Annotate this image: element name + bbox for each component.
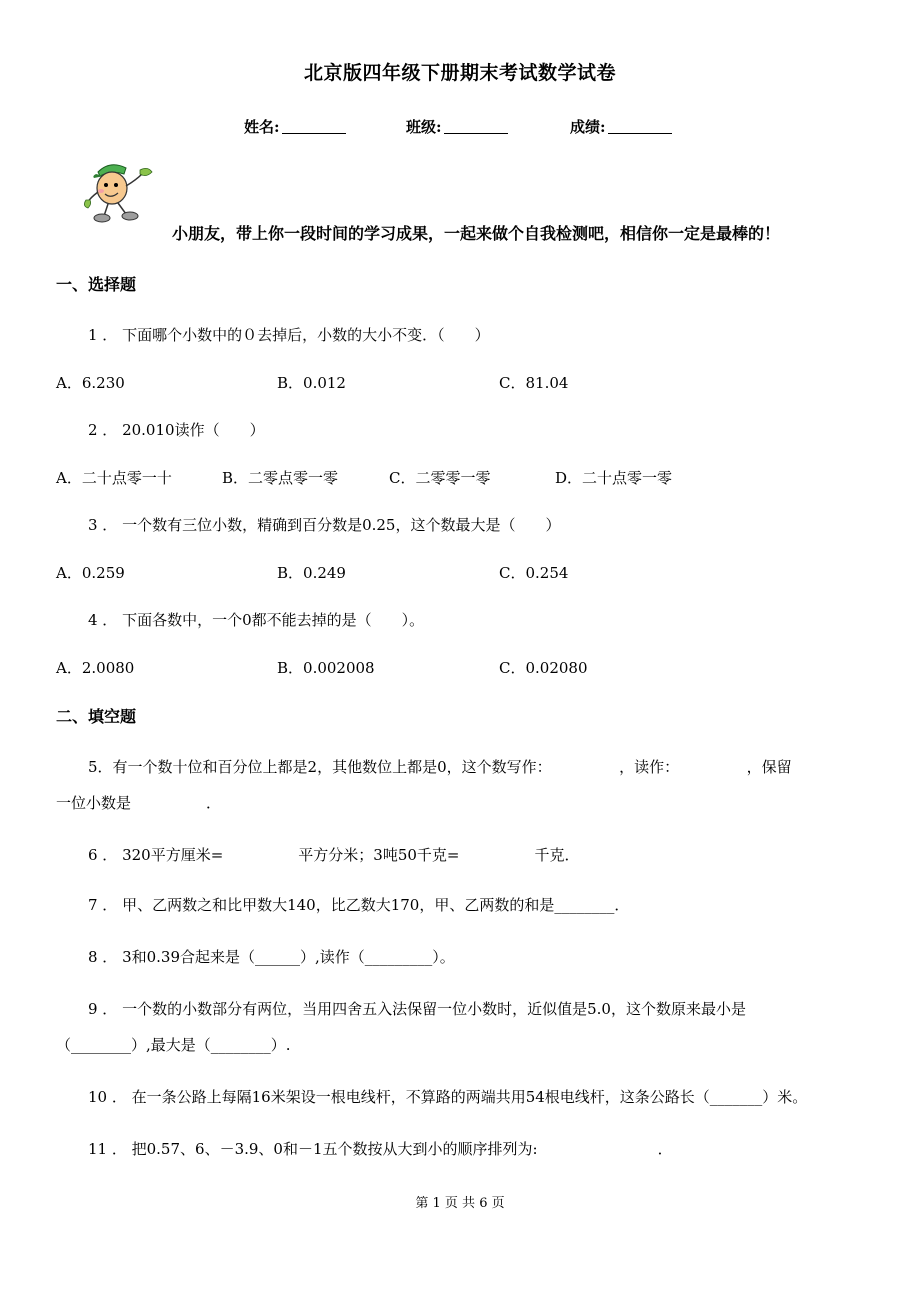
section-choice-heading: 一、选择题 [56, 275, 137, 294]
question-3: 3 ． 一个数有三位小数，精确到百分数是0.25，这个数最大是（ ） [88, 516, 561, 534]
q1-option-c[interactable]: C．81.04 [499, 374, 569, 392]
question-4: 4 ． 下面各数中，一个0都不能去掉的是（ ）。 [88, 611, 425, 629]
q4-option-b[interactable]: B．0.002008 [277, 659, 375, 677]
q3-option-c[interactable]: C．0.254 [499, 564, 569, 582]
q1-option-a[interactable]: A．6.230 [56, 374, 125, 392]
q2-option-c[interactable]: C．二零零一零 [389, 469, 491, 487]
question-1: 1 ． 下面哪个小数中的０去掉后，小数的大小不变．（ ） [88, 326, 490, 344]
q2-option-b[interactable]: B．二零点零一零 [222, 469, 339, 487]
score-label: 成绩: [570, 118, 606, 136]
q3-option-a[interactable]: A．0.259 [56, 564, 125, 582]
mascot-image [82, 158, 162, 228]
mascot-icon [82, 158, 162, 228]
q1-option-b[interactable]: B．0.012 [277, 374, 346, 392]
question-9-line1: 9 ． 一个数的小数部分有两位，当用四舍五入法保留一位小数时，近似值是5.0，这个数原来最小是 [88, 1000, 746, 1018]
intro-text: 小朋友，带上你一段时间的学习成果，一起来做个自我检测吧，相信你一定是最棒的！ [172, 224, 781, 243]
name-blank[interactable] [282, 119, 346, 134]
page-title: 北京版四年级下册期末考试数学试卷 [303, 62, 616, 84]
question-5-line2: 一位小数是 ． [56, 794, 222, 812]
question-10: 10 ． 在一条公路上每隔16米架设一根电线杆，不算路的两端共用54根电线杆，这条公路长（_______）米。 [88, 1088, 808, 1106]
q2-option-d[interactable]: D．二十点零一零 [555, 469, 673, 487]
question-9-line2: （________）,最大是（________）. [56, 1036, 291, 1054]
name-label: 姓名: [244, 118, 280, 136]
class-field[interactable] [406, 116, 508, 137]
question-7: 7 ． 甲、乙两数之和比甲数大140，比乙数大170，甲、乙两数的和是________． [88, 896, 630, 914]
score-field[interactable] [570, 116, 672, 137]
score-blank[interactable] [608, 119, 672, 134]
q4-option-a[interactable]: A．2.0080 [56, 659, 135, 677]
q3-option-b[interactable]: B．0.249 [277, 564, 346, 582]
question-11: 11 ． 把0.57、6、－3.9、0和－1五个数按从大到小的顺序排列为: ． [88, 1140, 673, 1158]
question-5-line1: 5．有一个数十位和百分位上都是2，其他数位上都是0，这个数写作： ，读作： ，保留 [88, 758, 792, 776]
section-fill-heading: 二、填空题 [56, 707, 137, 726]
class-label: 班级: [406, 118, 442, 136]
page-footer: 第 1 页 共 6 页 [415, 1196, 505, 1211]
q4-option-c[interactable]: C．0.02080 [499, 659, 588, 677]
question-6: 6 ． 320平方厘米= 平方分米；3吨50千克= 千克． [88, 846, 580, 864]
question-8: 8 ． 3和0.39合起来是（______）,读作（_________）。 [88, 948, 455, 966]
question-2: 2 ． 20.010读作（ ） [88, 421, 265, 439]
name-field[interactable] [244, 116, 346, 137]
class-blank[interactable] [444, 119, 508, 134]
q2-option-a[interactable]: A．二十点零一十 [56, 469, 172, 487]
